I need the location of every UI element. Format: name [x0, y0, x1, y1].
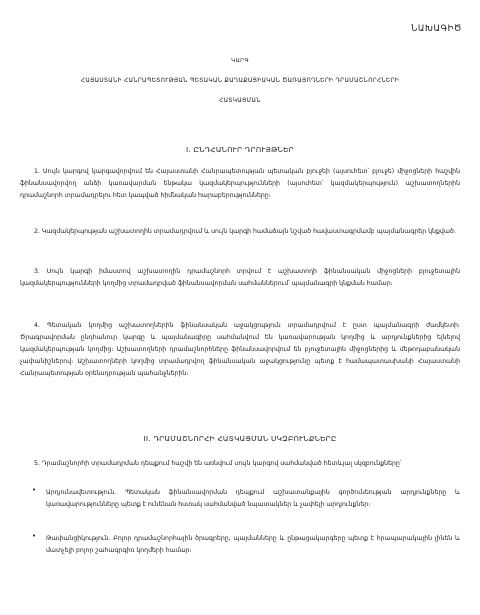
paragraph-2: 2. Կազմակերպության աշխատողին տրամադրվում և սույն կարգի համաձայն նշված հավաստագրմամբ պայմանագրեր կնքված։	[34, 228, 456, 235]
document-subtitle: ՀԱՅԱՍՏԱՆԻ ՀԱՆՐԱՊԵՏՈՒԹՅԱՆ ՊԵՏԱԿԱՆ ՔԱՂԱՔԱՑԻԱԿԱՆ ԾԱՌԱՅՈՂՆԵՐԻ ԴՐԱՄԱՇՆՈՐՀՆԵՐԻ	[80, 78, 400, 84]
draft-label: ՆԱԽԱԳԻԾ	[411, 24, 462, 34]
bullet-icon: •	[32, 486, 37, 494]
document-title: ԿԱՐԳ	[231, 58, 249, 64]
bullet-item-1: Արդյունավետություն․ Պետական ֆինանսավորման դեպքում աշխատանքային գործունեության արդյունքները և կառավարությունները պետք է ունենան հստակ սահմանված նպատակներ և չափելի արդյունքներ։	[46, 489, 460, 508]
paragraph-4: 4. Պետական կողմից աշխատողներին ֆինանսական աջակցություն տրամադրվում է ըստ պայմանագրի ժամկետի։ Ծրագրավորման ընդհանուր կարգը և պայմանագիրը սահմանվում են կառավարության կողմից և արդյունքներից ելնելով կազմակերպության կողմից։ Աշխատողների դրամաշնորհները ֆինանսավորվում են բյուջետային միջոցներից և մեթոդաբանական չափանիշներով։ Աշխատողների կողմից տրամադրվող ֆինանսական աջակցությունը պետք է համապատասխանի Հայաստանի Հանրապետության օրենսդրության պահանջներին։	[20, 322, 460, 377]
bullet-icon: •	[32, 532, 37, 540]
bullet-item-2: Թափանցիկություն․ Բոլոր դրամաշնորհային ծրագրերը, պայմանները և ընթացակարգերը պետք է հրապարակային լինեն և մատչելի բոլոր շահագրգիռ կողմերի համար։	[46, 535, 460, 554]
document-subtitle-2: ՀԱՏԿԱՑՄԱՆ	[219, 98, 261, 104]
section-heading-2: II. ԴՐԱՄԱՇՆՈՐՀԻ ՀԱՏԿԱՑՄԱՆ ՍԿԶԲՈՒՆՔՆԵՐԸ	[143, 434, 337, 443]
section-heading-1: I. ԸՆԴՀԱՆՈՒՐ ԴՐՈՒՅԹՆԵՐ	[186, 145, 294, 154]
paragraph-5: 5. Դրամաշնորհի տրամադրման դեպքում հաշվի են առնվում սույն կարգով սահմանված հետևյալ սկզբունքները՝	[34, 460, 402, 467]
paragraph-1: 1. Սույն կարգով կարգավորվում են Հայաստանի Հանրապետության պետական բյուջեի (այսուհետ՝ բյուջե) միջոցների հաշվին ֆինանսավորվող անձի կառավարման ենթակա կազմակերպությունների (այսուհետ՝ կազմակերպություն) աշխատողներին դրամաշնորհ տրամադրելու հետ կապված հիմնական հարաբերությունները։	[20, 168, 460, 199]
paragraph-3: 3. Սույն կարգի իմաստով աշխատողին դրամաշնորհ տրվում է աշխատողի ֆինանսական միջոցների բյուջետային կազմակերպությունների կողմից տրամադրված ֆինանսավորման սահմաններում՝ պայմանագրի կնքման համար։	[20, 268, 460, 287]
